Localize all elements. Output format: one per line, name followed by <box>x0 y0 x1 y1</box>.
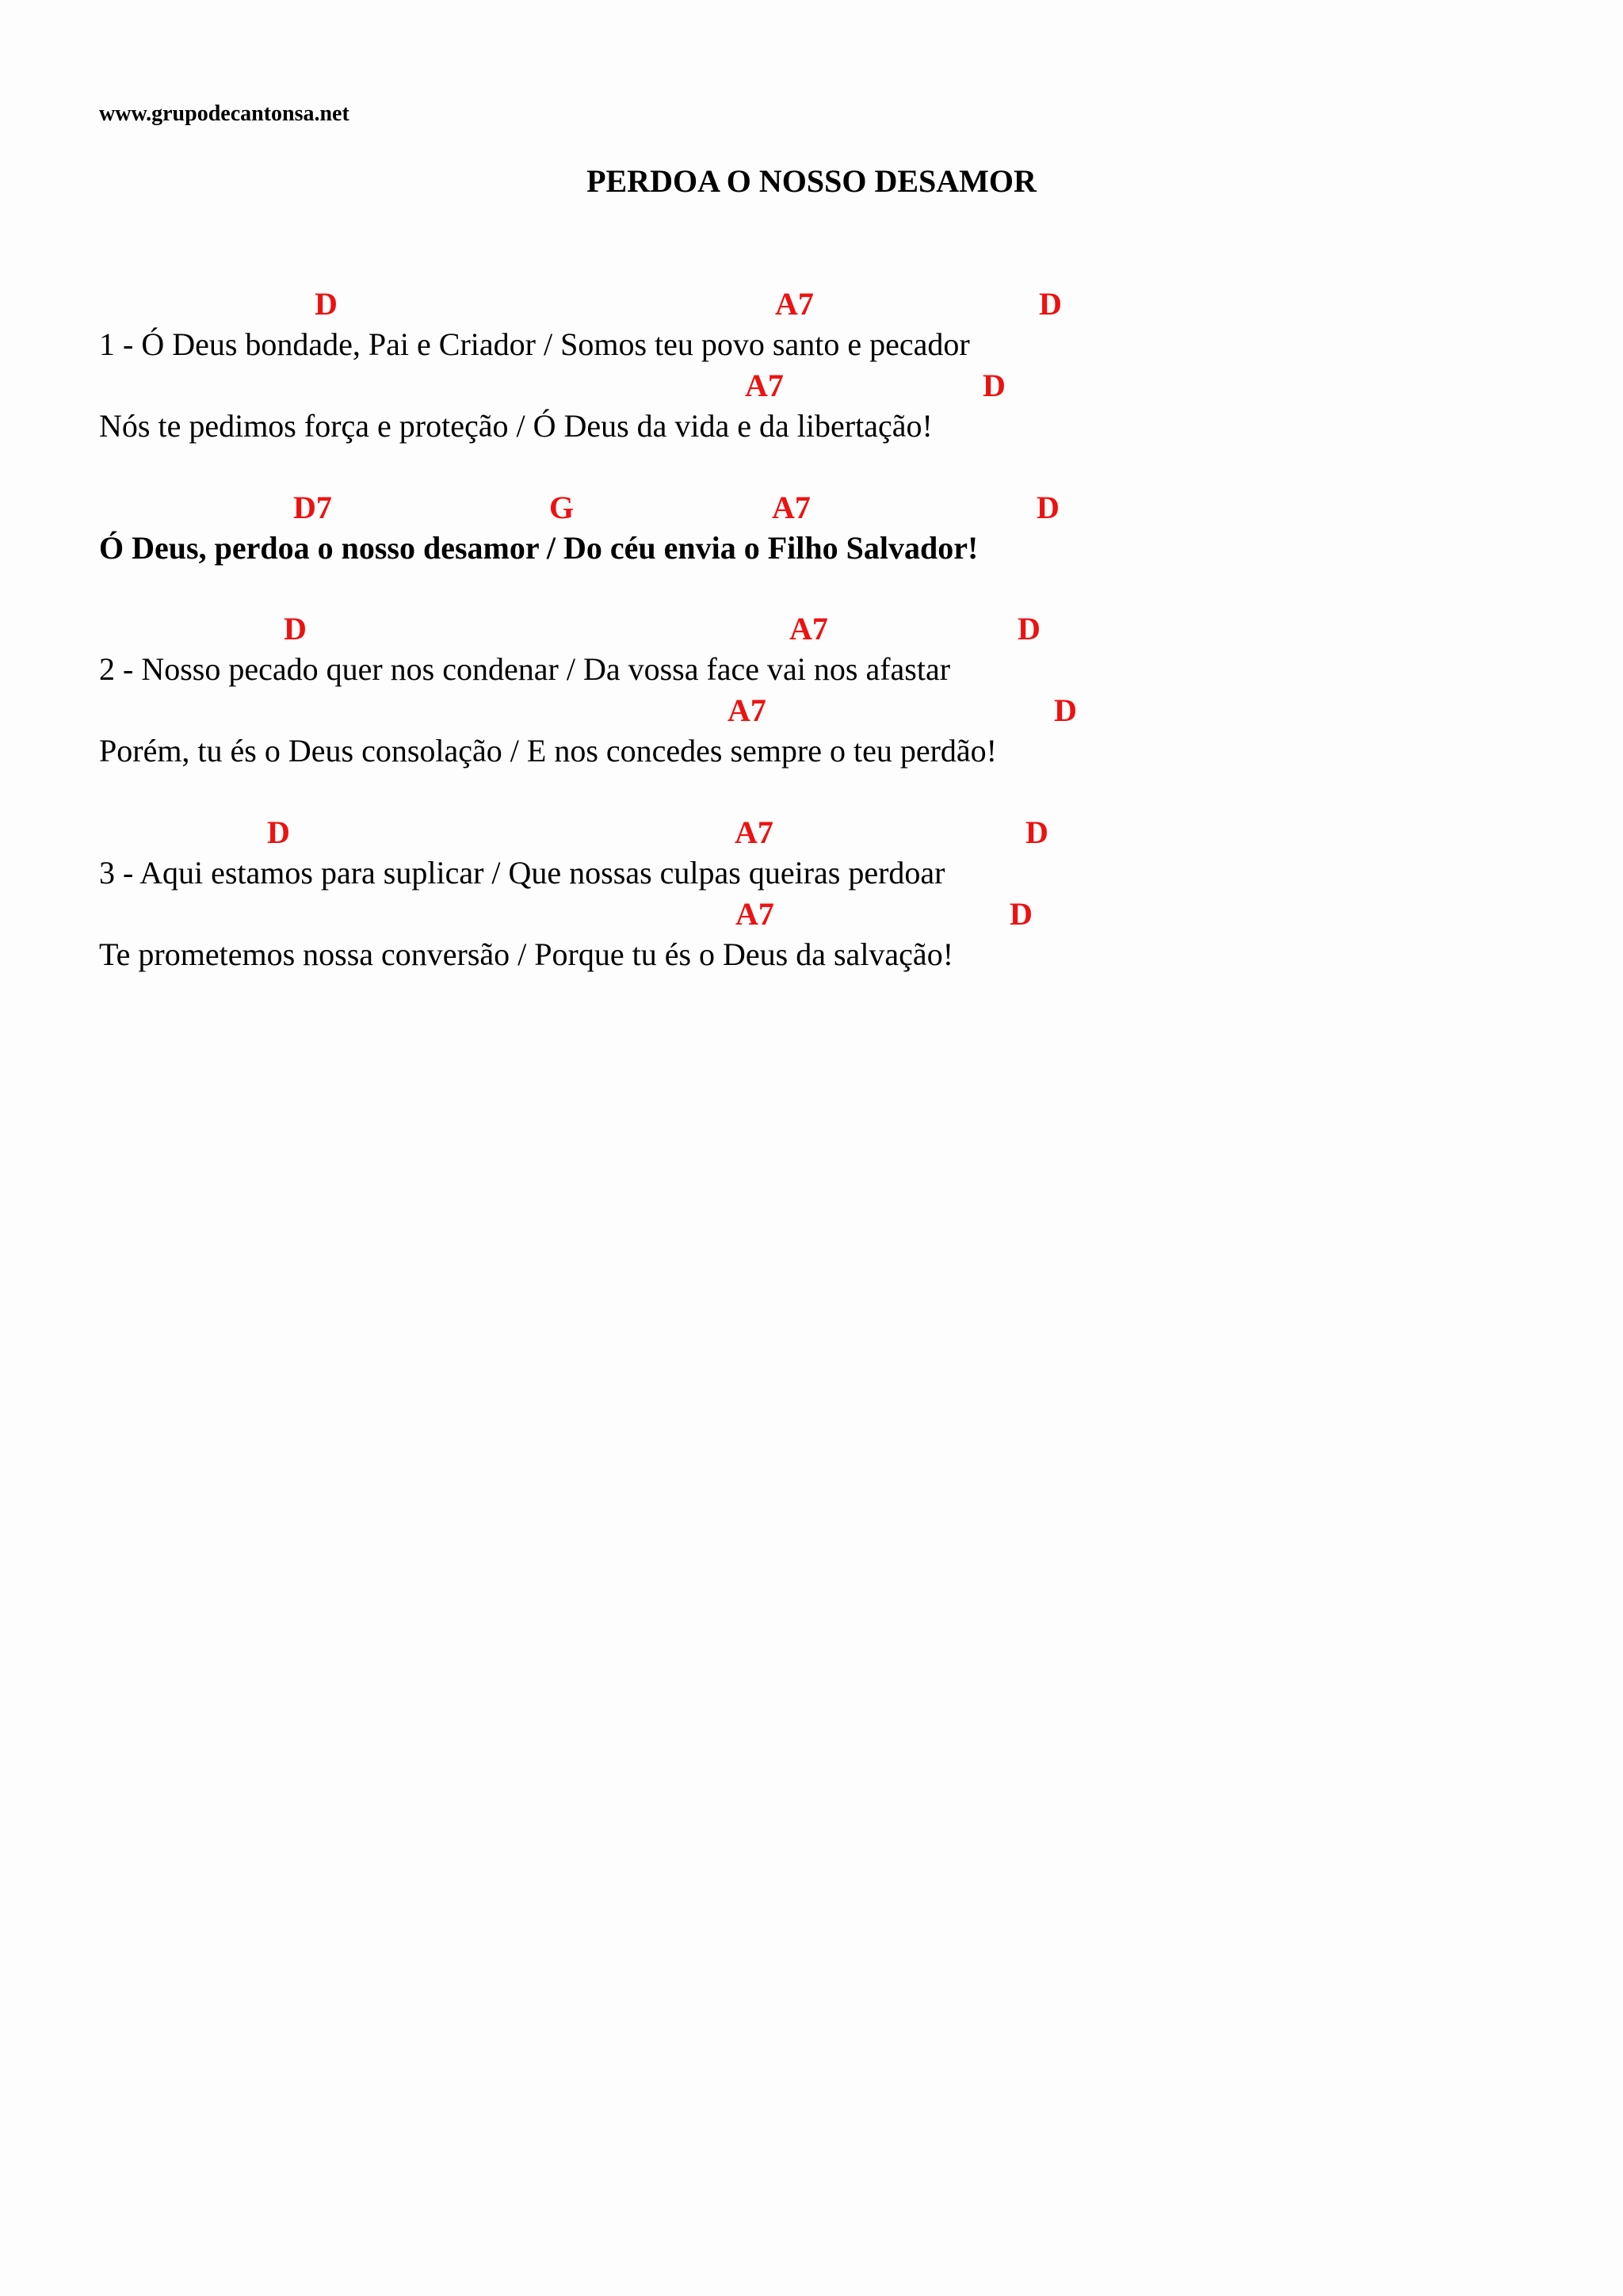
chord: D <box>315 286 338 322</box>
chord: D <box>267 814 290 850</box>
chord: D <box>1054 692 1077 728</box>
chord: D <box>1037 490 1060 525</box>
chord: A7 <box>789 611 828 646</box>
site-url: www.grupodecantonsa.net <box>99 101 349 126</box>
song-title: PERDOA O NOSSO DESAMOR <box>586 163 1037 199</box>
chord: D7 <box>293 490 332 525</box>
chord: D <box>983 368 1006 403</box>
lyric-line: Porém, tu és o Deus consolação / E nos concedes sempre o teu perdão! <box>99 733 997 769</box>
chord: A7 <box>735 896 774 932</box>
chord: D <box>1025 814 1048 850</box>
chord: G <box>549 490 575 525</box>
chord: D <box>1010 896 1033 932</box>
chord: A7 <box>772 490 811 525</box>
chord: D <box>1039 286 1062 322</box>
chord: A7 <box>775 286 814 322</box>
chord: D <box>284 611 307 646</box>
chord: A7 <box>727 692 766 728</box>
lyric-line: 2 - Nosso pecado quer nos condenar / Da vossa face vai nos afastar <box>99 651 951 687</box>
lyric-line: 1 - Ó Deus bondade, Pai e Criador / Somos teu povo santo e pecador <box>99 326 970 362</box>
lyric-line: 3 - Aqui estamos para suplicar / Que nossas culpas queiras perdoar <box>99 855 945 891</box>
chorus-line: Ó Deus, perdoa o nosso desamor / Do céu envia o Filho Salvador! <box>99 530 979 566</box>
chord: A7 <box>735 814 773 850</box>
lyric-line: Te prometemos nossa conversão / Porque tu és o Deus da salvação! <box>99 936 954 972</box>
lyric-line: Nós te pedimos força e proteção / Ó Deus da vida e da libertação! <box>99 408 933 444</box>
chord: A7 <box>745 368 784 403</box>
chord: D <box>1018 611 1041 646</box>
